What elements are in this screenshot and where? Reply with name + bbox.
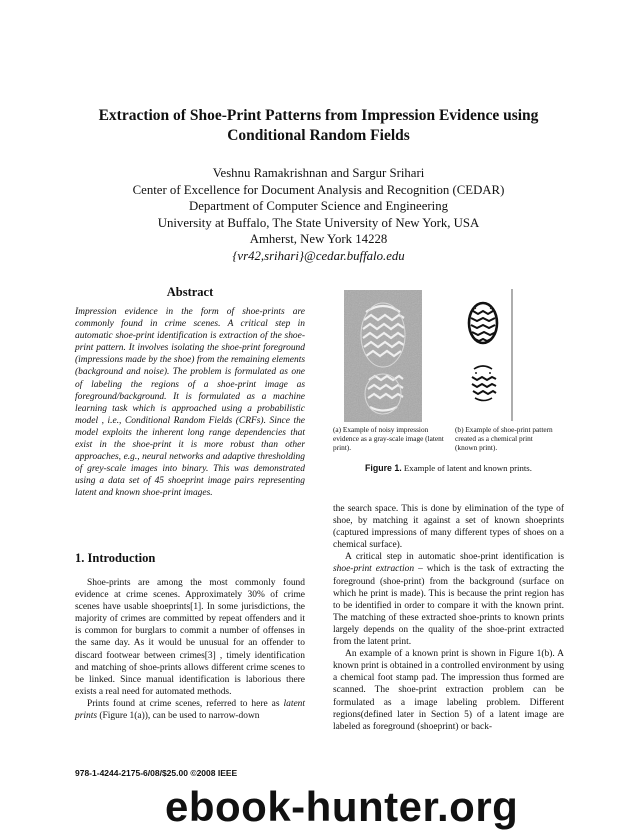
author-names: Veshnu Ramakrishnan and Sargur Srihari xyxy=(212,166,425,180)
abstract-text: Impression evidence in the form of shoe-prints are commonly found in crime scenes. A critical step in automatic shoe-print identification is extraction of the shoe-print pattern. It involves isolating the shoe-print foreground (impressions made by the shoe) from the remaining elements (background and noise). The problem is formulated as one of labeling the regions of a shoe-print image as foreground/background. It is formulated as a machine learning task which is approached using a probabilistic model , i.e., Conditional Random Fields (CRFs). Since the model exploits the inherent long range dependencies that exist in the shoe-print it is more robust than other approaches, e.g., neural networks and adaptive thresholding of grey-scale images into binary. This was demonstrated using a data set of 45 shoeprint image pairs representing latent and known shoe-print images. xyxy=(75,307,305,499)
title-line-1: Extraction of Shoe-Print Patterns from Impression Evidence using xyxy=(98,107,539,124)
intro-p2-start: Prints found at crime scenes, referred to here as xyxy=(87,698,284,709)
isbn-footer: 978-1-4244-2175-6/08/$25.00 ©2008 IEEE xyxy=(75,768,238,778)
paper-title xyxy=(60,106,577,146)
intro-p2-emphasis: latent prints xyxy=(75,698,305,722)
intro-paragraph-1: Shoe-prints are among the most commonly found evidence at crime scenes. Approximately 30% of crime scenes have usable shoeprints[1]. In some jurisdictions, the majority of crimes are committed by repeat offenders and it is common for burglars to commit a number of offenses in the same day. As it would be unusual for an offender to discard footwear between crimes[3] , timely identification and matching of shoe-prints allows different crime scenes to be linked. Since manual identification is laborious there exists a real need for automated methods. xyxy=(75,578,305,697)
latent-print-image xyxy=(344,290,422,422)
affiliation-university: University at Buffalo, The State University of New York, USA xyxy=(157,215,480,230)
title-line-2: Conditional Random Fields xyxy=(227,127,410,144)
figure-caption xyxy=(333,463,564,473)
introduction-heading: 1. Introduction xyxy=(75,551,156,565)
figure-subcaption-a: (a) Example of noisy impression evidence as a gray-scale image (latent print). xyxy=(333,425,444,452)
known-print-image xyxy=(454,289,514,421)
right-paragraph-1: the search space. This is done by elimination of the type of shoe, by matching it against a set of known shoeprints (captured impressions of many different types of shoes on a chemical surface). xyxy=(333,504,564,551)
figure-label: Figure 1. xyxy=(365,463,402,473)
watermark-text: ebook-hunter.org xyxy=(165,783,519,830)
affiliation-department: Department of Computer Science and Engineering xyxy=(188,199,449,213)
right-column-body xyxy=(333,503,564,733)
right-p2-end: – which is the task of extracting the foreground (shoe-print) from the background (surface on which he print is made). This is because the print region has to be identified in order to compare it with the known print. The matching of these extracted shoe-prints to known prints largely depends on the quality of the shoe-print extracted from the latent print. xyxy=(333,564,564,648)
right-paragraph-2 xyxy=(333,551,564,648)
intro-paragraph-2 xyxy=(75,698,305,722)
figure-caption-text: Example of latent and known prints. xyxy=(401,463,532,473)
right-paragraph-3: An example of a known print is shown in Figure 1(b). A known print is obtained in a controlled environment by using a chemical foot stamp pad. The impression thus formed are scanned. The shoe-print extraction problem can be formulated as a image labeling problem. Different regions(defined later in Section 5) of a latent image are labeled as foreground (shoeprint) or back- xyxy=(333,649,564,732)
right-p2-start: A critical step in automatic shoe-print identification is xyxy=(345,552,564,563)
author-block xyxy=(60,165,577,264)
intro-p2-end: (Figure 1(a)), can be used to narrow-down xyxy=(97,711,260,722)
abstract-heading: Abstract xyxy=(166,285,214,299)
author-email: {vr42,srihari}@cedar.buffalo.edu xyxy=(232,248,405,263)
introduction-body xyxy=(75,577,305,722)
affiliation-center: Center of Excellence for Document Analysis and Recognition (CEDAR) xyxy=(132,182,505,197)
figure-subcaption-b: (b) Example of shoe-print pattern created as a chemical print (known print). xyxy=(455,425,553,452)
right-p2-emphasis: shoe-print extraction xyxy=(333,564,415,575)
affiliation-address: Amherst, New York 14228 xyxy=(249,232,388,246)
